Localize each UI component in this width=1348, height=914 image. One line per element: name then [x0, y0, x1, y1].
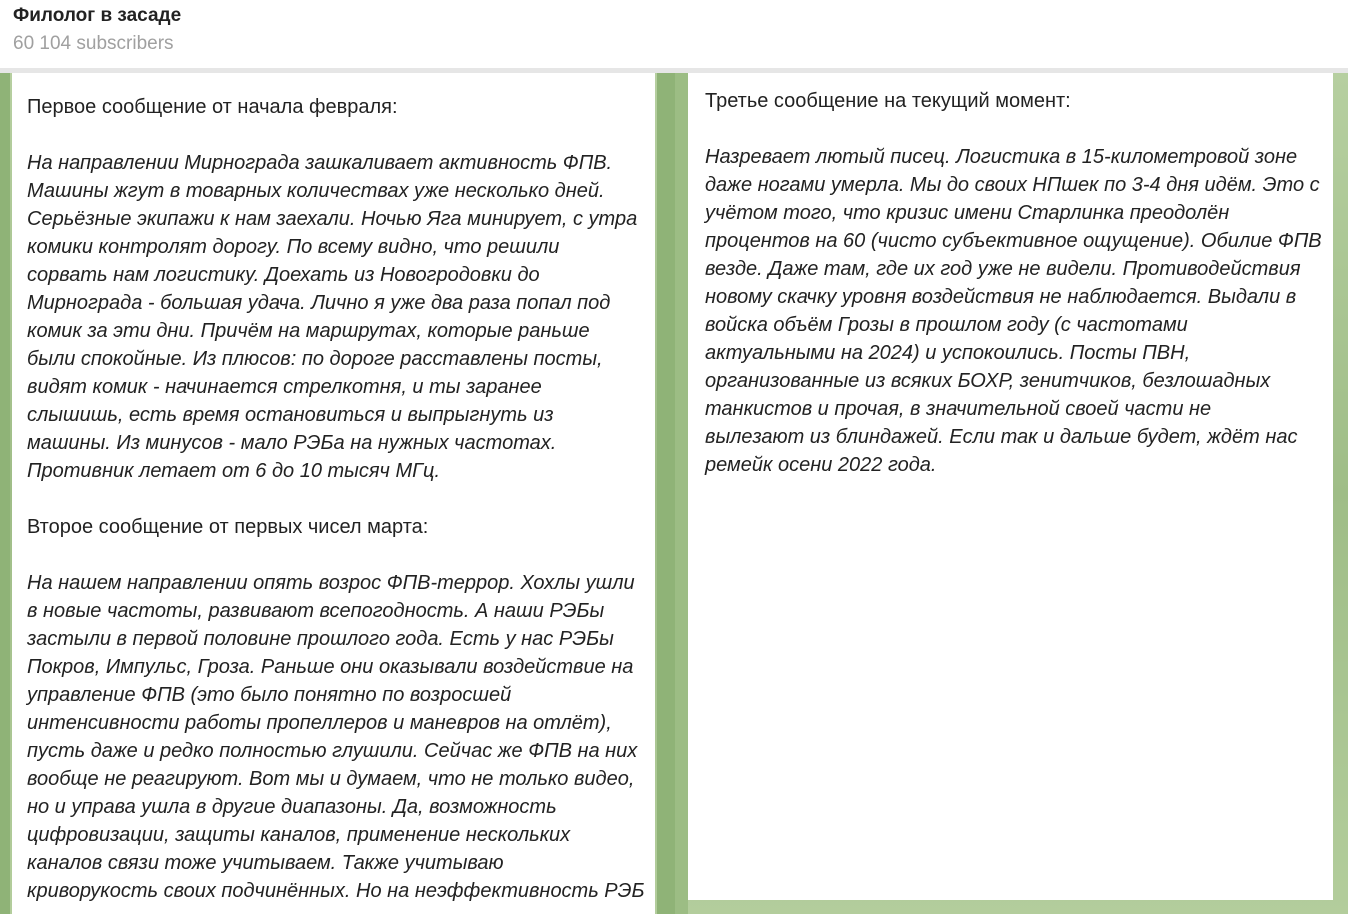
message-body	[27, 149, 655, 485]
message-line: вообще не реагируют. Вот мы и думаем, что не только видео,	[27, 768, 635, 790]
message-line: новому скачку уровня воздействия не наблюдается. Выдали в	[705, 286, 1297, 308]
message-line: Назревает лютый писец. Логистика в 15-километровой зоне	[705, 146, 1298, 168]
channel-title: Филолог в засаде	[13, 5, 182, 26]
message-body	[27, 569, 655, 905]
message-line: танкистов и прочая, в значительной своей части не	[705, 398, 1212, 420]
message-line: учётом того, что кризис имени Старлинка преодолён	[705, 202, 1230, 224]
message-line: войска объём Грозы в прошлом году (с частотами	[705, 314, 1188, 336]
message-line: везде. Даже там, где их год уже не видели. Противодействия	[705, 258, 1301, 280]
subscriber-count: 60 104 subscribers	[13, 33, 174, 54]
message-line: видят комик - начинается стрелкотня, и ты заранее	[27, 376, 542, 398]
message-line: даже ногами умерла. Мы до своих НПшек по 3-4 дня идём. Это с	[705, 174, 1320, 196]
message-line: застыли в первой половине прошлого года. Есть у нас РЭБы	[27, 628, 614, 650]
message-line: комики контролят дорогу. По всему видно, что решили	[27, 236, 560, 258]
message-line: На направлении Мирнограда зашкаливает активность ФПВ.	[27, 152, 613, 174]
message-line: сорвать нам логистику. Доехать из Новогродовки до	[27, 264, 540, 286]
message-line: процентов на 60 (чисто субъективное ощущение). Обилие ФПВ	[705, 230, 1322, 252]
message-body	[705, 143, 1333, 479]
message-heading: Третье сообщение на текущий момент:	[705, 90, 1071, 112]
message-line: машины. Из минусов - мало РЭБа на нужных частотах.	[27, 432, 557, 454]
message-line: пусть даже и редко полностью глушили. Сейчас же ФПВ на них	[27, 740, 638, 762]
message-bubble-left	[12, 73, 655, 914]
message-line: ремейк осени 2022 года.	[705, 454, 937, 476]
message-line: управление ФПВ (это было понятно по возросшей	[27, 684, 512, 706]
chat-background-strip	[657, 73, 675, 914]
message-bubble-right	[688, 73, 1333, 900]
message-line: актуальными на 2024) и успокоились. Посты ПВН,	[705, 342, 1191, 364]
message-line: Машины жгут в товарных количествах уже несколько дней.	[27, 180, 605, 202]
message-heading: Второе сообщение от первых чисел марта:	[27, 516, 429, 538]
channel-header[interactable]	[0, 0, 1348, 68]
message-line: На нашем направлении опять возрос ФПВ-террор. Хохлы ушли	[27, 572, 635, 594]
message-line: криворукость своих подчинённых. Но на неэффективность РЭБ	[27, 880, 645, 902]
message-line: были спокойные. Из плюсов: по дороге расставлены посты,	[27, 348, 603, 370]
message-line: Покров, Импульс, Гроза. Раньше они оказывали воздействие на	[27, 656, 634, 678]
message-line: каналов связи тоже учитываем. Также учитываю	[27, 852, 504, 874]
message-line: Противник летает от 6 до 10 тысяч МГц.	[27, 460, 440, 482]
chat-background-strip	[0, 73, 10, 914]
message-line: слышишь, есть время остановиться и выпрыгнуть из	[27, 404, 554, 426]
message-line: интенсивности работы пропеллеров и маневров на отлёт),	[27, 712, 612, 734]
message-heading: Первое сообщение от начала февраля:	[27, 96, 398, 118]
message-line: вылезают из блиндажей. Если так и дальше будет, ждёт нас	[705, 426, 1298, 448]
message-line: цифровизации, защиты каналов, применение нескольких	[27, 824, 571, 846]
message-line: Мирнограда - большая удача. Лично я уже два раза попал под	[27, 292, 611, 314]
message-line: но и управа ушла в другие диапазоны. Да, возможность	[27, 796, 557, 818]
message-line: Серьёзные экипажи к нам заехали. Ночью Яга минирует, с утра	[27, 208, 638, 230]
message-line: в новые частоты, развивают всепогодность. А наши РЭБы	[27, 600, 605, 622]
message-line: организованные из всяких БОХР, зенитчиков, безлошадных	[705, 370, 1271, 392]
message-line: комик за эти дни. Причём на маршрутах, которые раньше	[27, 320, 590, 342]
chat-background-strip	[675, 73, 688, 914]
